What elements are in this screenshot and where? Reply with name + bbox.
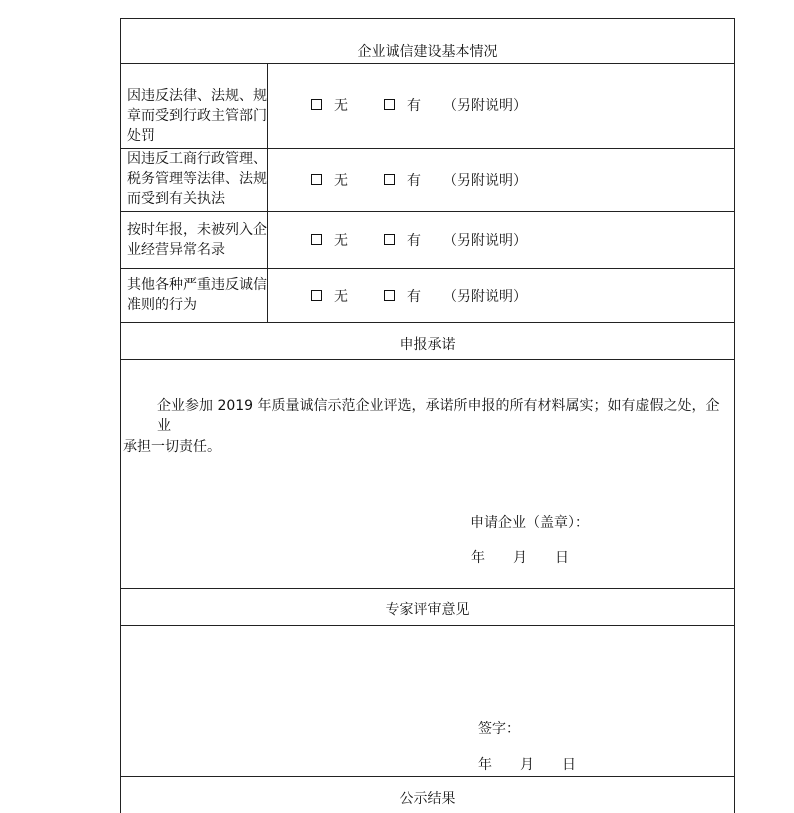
section-title-pledge: 申报承诺 [399,337,456,353]
pledge-date [471,547,569,567]
option-none-label: 无 [334,98,348,114]
divider [121,588,734,589]
form-table [120,18,735,813]
pledge-text-line1: 企业参加 2019 年质量诚信示范企业评选，承诺所申报的所有材料属实；如有虚假之处，企业 [157,398,720,434]
option-none-label: 无 [334,173,348,189]
checkbox-has[interactable] [384,174,395,185]
option-none-label: 无 [334,289,348,305]
divider [121,211,734,212]
applicant-seal-label: 申请企业（盖章）： [470,515,589,531]
row-label-violation: 因违反工商行政管理、税务管理等法律、法规而受到有关执法 [127,151,267,207]
option-has-label: 有 [407,289,421,305]
row-options [311,95,527,115]
signature-label: 签字： [478,721,520,737]
checkbox-none[interactable] [311,234,322,245]
option-has-label: 有 [407,98,421,114]
divider [121,322,734,323]
pledge-text-line2: 承担一切责任。 [123,439,221,455]
divider [121,625,734,626]
section-title-expert: 专家评审意见 [385,602,470,618]
section-title-result: 公示结果 [399,791,456,807]
checkbox-none[interactable] [311,290,322,301]
date-day: 日 [562,757,576,773]
checkbox-none[interactable] [311,99,322,110]
option-has-label: 有 [407,233,421,249]
option-note: （另附说明） [443,289,527,305]
divider [121,776,734,777]
row-options [311,170,527,190]
date-year: 年 [471,550,485,566]
expert-date [478,754,576,774]
row-options [311,230,527,250]
row-options [311,286,527,306]
option-note: （另附说明） [443,98,527,114]
row-label-penalty: 因违反法律、法规、规章而受到行政主管部门处罚 [127,88,267,144]
date-year: 年 [478,757,492,773]
row-label-annual-report: 按时年报，未被列入企业经营异常名录 [127,222,267,258]
checkbox-none[interactable] [311,174,322,185]
date-month: 月 [520,757,534,773]
checkbox-has[interactable] [384,234,395,245]
option-has-label: 有 [407,173,421,189]
divider [121,359,734,360]
option-none-label: 无 [334,233,348,249]
date-day: 日 [555,550,569,566]
checkbox-has[interactable] [384,290,395,301]
date-month: 月 [513,550,527,566]
checkbox-has[interactable] [384,99,395,110]
option-note: （另附说明） [443,173,527,189]
section-title-basic: 企业诚信建设基本情况 [357,44,498,60]
divider [121,63,734,64]
column-divider [267,63,268,322]
divider [121,268,734,269]
option-note: （另附说明） [443,233,527,249]
row-label-other: 其他各种严重违反诚信准则的行为 [127,277,267,313]
